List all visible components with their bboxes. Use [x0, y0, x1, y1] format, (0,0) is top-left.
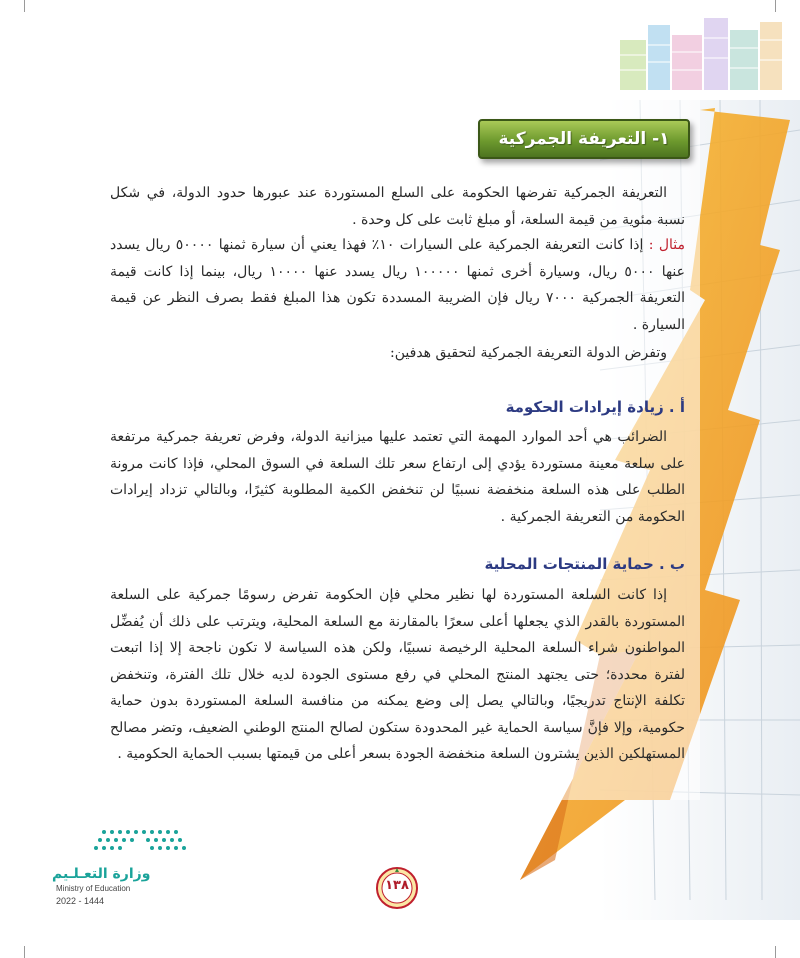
crop-mark — [775, 0, 776, 12]
crop-mark — [775, 946, 776, 958]
city-buildings-illustration — [620, 18, 782, 90]
crop-mark — [24, 0, 25, 12]
subsection-a-heading: أ . زيادة إيرادات الحكومة — [505, 398, 685, 416]
example-text: إذا كانت التعريفة الجمركية على السيارات ١٠٪ فهذا يعني أن سيارة ثمنها ٥٠٠٠٠ ريال يسدد عنها ٥٠٠٠ ريال، وسيارة أخرى ثمنها ١٠٠٠٠٠ ريال يسدد عنها ١٠٠٠٠ ريال، بينما إذا كانت قيمة التعريفة الجمركية ٧٠٠٠ ريال فإن الضريبة المسددة تكون هذا المبلغ فقط بصرف النظر عن قيمة السيارة . — [110, 237, 685, 333]
example-paragraph — [110, 232, 685, 338]
goals-paragraph: وتفرض الدولة التعريفة الجمركية لتحقيق هدفين: — [390, 345, 667, 361]
example-label: مثال : — [648, 237, 685, 253]
section-title-banner — [478, 119, 690, 159]
page-number: ١٣٨ — [385, 878, 409, 893]
subsection-b-paragraph: إذا كانت السلعة المستوردة لها نظير محلي فإن الحكومة تفرض رسومًا جمركية على السلعة المستوردة بالقدر الذي يجعلها أعلى سعرًا بالمقارنة مع السلعة المحلية، ويترتب على ذلك أن يُفضِّل المواطنون شراء السلعة المحلية الرخيصة نسبيًا، ولكن هذه السياسة لا تكون ناجحة إلا إذا اتبعت لفترة محددة؛ حتى يجتهد المنتج المحلي في رفع مستوى الجودة لديه خلال تلك الفترة، وتنخفض تكلفة الإنتاج تدريجيًا، وبالتالي يصل إلى وضع يمكنه من منافسة السلعة المستوردة بدون حماية حكومية، وإلا فإنَّ سياسة الحماية غير المحدودة ستكون لصالح المنتج الوطني الضعيف، وتضر مصالح المستهلكين الذين يشترون السلعة منخفضة الجودة بسعر أعلى من قيمتها بسبب الحماية الحكومية . — [110, 587, 685, 762]
subsection-b-heading: ب . حماية المنتجات المحلية — [484, 555, 685, 573]
intro-paragraph: التعريفة الجمركية تفرضها الحكومة على السلع المستوردة عند عبورها حدود الدولة، في شكل نسبة مئوية من قيمة السلعة، أو مبلغ ثابت على كل وحدة . — [110, 185, 685, 228]
subsection-a-paragraph: الضرائب هي أحد الموارد المهمة التي تعتمد عليها ميزانية الدولة، وفرض تعريفة جمركية مرتفعة على سلعة معينة مستوردة يؤدي إلى ارتفاع سعر تلك السلعة في السوق المحلي، فإذا كانت مرونة الطلب على هذه السلعة منخفضة نسبيًا لن تنخفض الكمية المطلوبة كثيرًا، وبالتالي تزداد إيرادات الحكومة من التعريفة الجمركية . — [110, 429, 685, 525]
crop-mark — [24, 946, 25, 958]
ministry-name-english: Ministry of Education — [56, 884, 131, 893]
edition-year: 2022 - 1444 — [56, 896, 105, 906]
ministry-name-arabic: وزارة التعـلـيم — [52, 866, 151, 882]
section-title: ١- التعريفة الجمركية — [498, 129, 670, 149]
